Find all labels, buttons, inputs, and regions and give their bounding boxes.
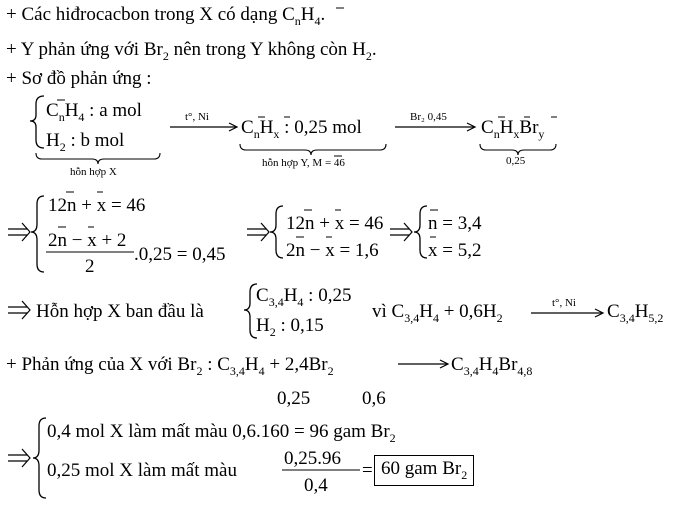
sub: 4 bbox=[297, 295, 304, 309]
sub: 4 bbox=[492, 364, 499, 378]
text: H bbox=[283, 285, 298, 306]
text: : b mol bbox=[65, 130, 125, 151]
sub-4: 4 bbox=[78, 110, 85, 124]
answer-box bbox=[374, 455, 474, 486]
text: H bbox=[244, 354, 259, 375]
text: Br bbox=[519, 117, 539, 138]
sub-n: n bbox=[58, 110, 65, 124]
sub-x: x bbox=[513, 127, 520, 141]
text: C bbox=[451, 354, 464, 375]
text: H bbox=[64, 100, 79, 121]
sub-x: x bbox=[273, 127, 280, 141]
text: nên trong Y không còn H bbox=[168, 39, 366, 60]
text: vì C bbox=[372, 301, 405, 322]
sub: 3,4 bbox=[229, 364, 245, 378]
text: H bbox=[46, 130, 60, 151]
text: H bbox=[256, 315, 270, 336]
final-fraction-numerator: 0,25.96 bbox=[284, 448, 341, 469]
implies-arrow-5 bbox=[8, 449, 30, 467]
text: C bbox=[46, 100, 59, 121]
sub-4: 4 bbox=[314, 14, 321, 28]
sub: 3,4 bbox=[404, 311, 420, 325]
dot: . bbox=[320, 4, 326, 25]
text: : 0,15 bbox=[275, 315, 324, 336]
text: : C bbox=[202, 354, 230, 375]
fraction-numerator: 2n − x + 2 bbox=[48, 230, 127, 251]
text: + Các hiđrocacbon trong X có dạng C bbox=[6, 4, 295, 25]
text: H bbox=[478, 354, 493, 375]
sub-n: n bbox=[253, 127, 260, 141]
sub: 4 bbox=[258, 364, 265, 378]
composition-lead: Hỗn hợp X ban đầu là bbox=[36, 301, 204, 322]
result-0-4-mol bbox=[47, 422, 396, 444]
fraction-denominator: 2 bbox=[85, 256, 95, 277]
text: + 2,4Br bbox=[264, 354, 328, 375]
dot: . bbox=[371, 39, 377, 60]
equals-sign: = bbox=[362, 460, 373, 481]
text-H: H bbox=[300, 4, 315, 25]
sub: 2 bbox=[496, 311, 503, 325]
eq-mass-balance: 12n + x = 46 bbox=[48, 195, 146, 216]
text: : 0,25 mol bbox=[279, 117, 362, 138]
sub: 2 bbox=[196, 364, 203, 378]
label-mixture-x: hỗn hợp X bbox=[70, 166, 117, 178]
arrow-3-condition: t°, Ni bbox=[552, 297, 576, 309]
sub-y: y bbox=[538, 127, 545, 141]
sub-n: n bbox=[493, 127, 500, 141]
sub: 4,8 bbox=[517, 364, 533, 378]
text: Br bbox=[498, 354, 518, 375]
text: 0,4 mol X làm mất màu 0,6.160 = 96 gam Br bbox=[47, 421, 390, 442]
text: + 0,6H bbox=[438, 301, 497, 322]
arrow-1-condition: t°, Ni bbox=[185, 111, 209, 123]
text: : 0,25 bbox=[303, 285, 352, 306]
text: H bbox=[634, 301, 649, 322]
amount-br2: 0,6 bbox=[362, 388, 386, 409]
text: + Phản ứng của X với Br bbox=[6, 354, 197, 375]
brace-final bbox=[33, 418, 46, 498]
sub: 5,2 bbox=[648, 311, 664, 325]
sub-2: 2 bbox=[162, 49, 169, 63]
text: + Y phản ứng với Br bbox=[6, 39, 163, 60]
eq-system-2-b: 2n − x = 1,6 bbox=[286, 240, 379, 261]
sub: 2 bbox=[269, 325, 276, 339]
text: : a mol bbox=[84, 100, 142, 121]
final-fraction-denominator: 0,4 bbox=[304, 475, 328, 496]
text: C bbox=[256, 285, 269, 306]
sub: 4 bbox=[432, 311, 439, 325]
sub: 2 bbox=[461, 468, 468, 482]
text: C bbox=[241, 117, 254, 138]
text: H bbox=[419, 301, 433, 322]
solution-n: n = 3,4 bbox=[428, 213, 482, 234]
label-mixture-y: hỗn hợp Y, M = 46 bbox=[262, 157, 345, 169]
text: H bbox=[259, 117, 274, 138]
arrow-2-condition: Br₂ 0,45 bbox=[410, 111, 447, 123]
text: C bbox=[481, 117, 494, 138]
amount-c34h4: 0,25 bbox=[277, 388, 311, 409]
sub: 3,4 bbox=[268, 295, 284, 309]
sub: 3,4 bbox=[619, 311, 635, 325]
sub-2: 2 bbox=[59, 140, 66, 154]
sub-2: 2 bbox=[365, 49, 372, 63]
result-0-25-mol-lead: 0,25 mol X làm mất màu bbox=[47, 460, 237, 481]
sub: 2 bbox=[389, 431, 396, 445]
answer-text: 60 gam Br bbox=[381, 458, 462, 479]
solution-x: x = 5,2 bbox=[428, 240, 482, 261]
line-scheme-title: + Sơ đồ phản ứng : bbox=[6, 68, 152, 89]
sub-n: n bbox=[294, 14, 301, 28]
sub: 2 bbox=[327, 364, 334, 378]
eq-br2-balance-tail: .0,25 = 0,45 bbox=[134, 244, 226, 265]
text: C bbox=[607, 301, 620, 322]
eq-system-2-a: 12n + x = 46 bbox=[286, 213, 384, 234]
sub: 3,4 bbox=[463, 364, 479, 378]
text: H bbox=[499, 117, 514, 138]
label-z-amount: 0,25 bbox=[506, 155, 526, 167]
